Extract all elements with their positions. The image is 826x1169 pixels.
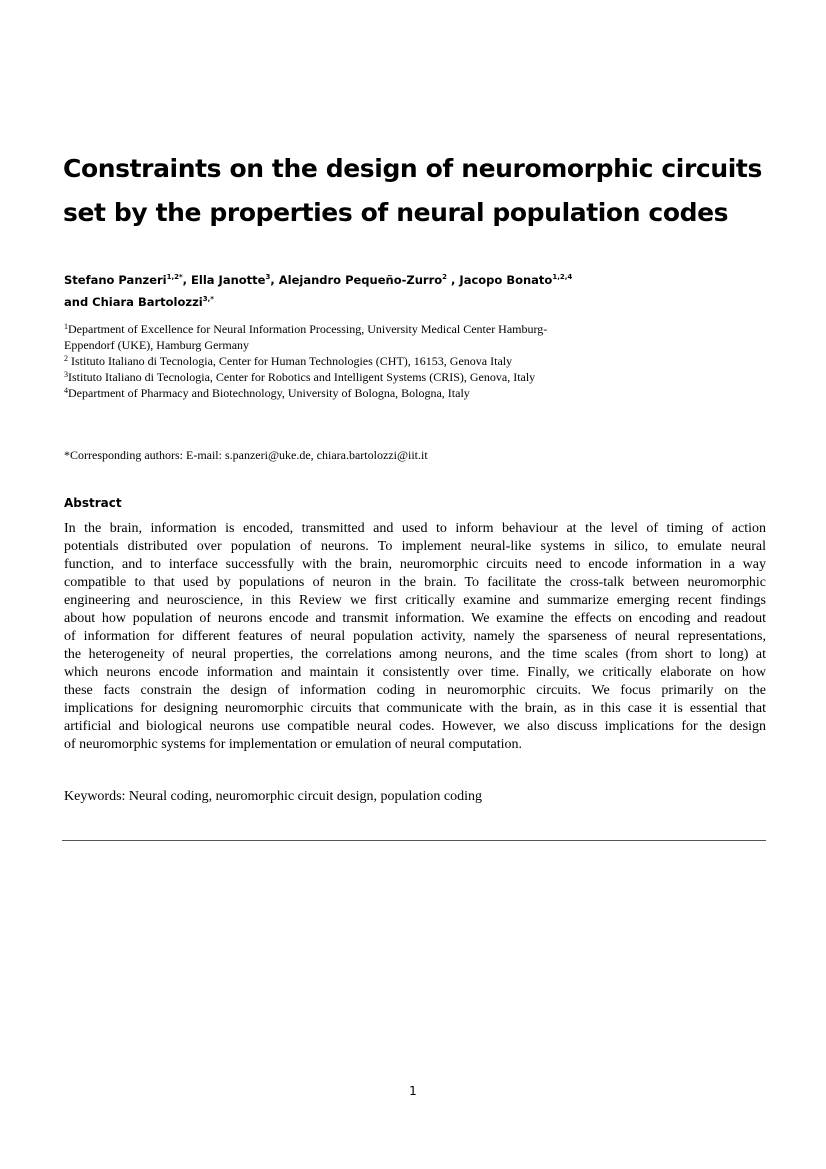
affiliation-text: Department of Pharmacy and Biotechnology, University of Bologna, Bologna, Italy <box>68 386 470 400</box>
author-affiliation-mark: 2 <box>442 273 448 281</box>
affiliation-text: Department of Excellence for Neural Information Processing, University Medical Center Hamburg- <box>68 322 548 336</box>
author-separator: , <box>447 273 460 287</box>
affiliation-line <box>64 337 624 353</box>
author-name: Jacopo Bonato <box>459 273 553 287</box>
abstract-line: these facts constrain the design of information coding in neuromorphic circuits. We focus primarily on the <box>64 683 766 698</box>
affiliation-number: 2 <box>64 354 68 363</box>
author-name: Ella Janotte <box>191 273 266 287</box>
affiliation-line <box>64 385 624 401</box>
affiliation-number: 1 <box>64 322 68 331</box>
author-affiliation-mark: 1,2,4 <box>552 273 573 281</box>
abstract-line: implications for designing neuromorphic circuits that communicate with the brain, as in this case it is essential that <box>64 701 766 716</box>
author-list <box>64 269 764 313</box>
abstract-line: about how population of neurons encode and transmit information. We examine the effects on encoding and readout <box>64 611 766 626</box>
abstract-line: of neuromorphic systems for implementation or emulation of neural computation. <box>64 737 523 752</box>
paper-title: Constraints on the design of neuromorphic circuits set by the properties of neural population codes <box>63 154 762 227</box>
abstract-line: artificial and biological neurons use compatible neural codes. However, we also discuss implications for the design <box>64 719 766 734</box>
abstract-line: function, and to interface successfully with the brain, neuromorphic circuits need to encode information in a way <box>64 557 766 572</box>
affiliation-number: 3 <box>64 370 68 379</box>
affiliation-text: Eppendorf (UKE), Hamburg Germany <box>64 338 250 352</box>
author-affiliation-mark: 1,2* <box>166 273 183 281</box>
author-affiliation-mark: 3,* <box>202 295 214 303</box>
corresponding-authors: *Corresponding authors: E-mail: s.panzeri@uke.de, chiara.bartolozzi@iit.it <box>64 448 428 462</box>
abstract-line: the heterogeneity of neural properties, the correlations among neurons, and the time scales (from short to long) at <box>64 647 766 662</box>
affiliation-number: 4 <box>64 386 68 395</box>
affiliation-list <box>64 321 624 401</box>
page-number: 1 <box>409 1084 417 1098</box>
abstract-line: compatible to that used by populations of neuron in the brain. To facilitate the cross-talk between neuromorphic <box>64 575 766 590</box>
author-separator: , <box>270 273 279 287</box>
author-separator: , <box>182 273 192 287</box>
abstract-line: engineering and neuroscience, in this Review we first critically examine and summarize emerging recent findings <box>64 593 766 608</box>
abstract-heading: Abstract <box>64 496 122 510</box>
author-name: Stefano Panzeri <box>64 273 167 287</box>
author-name: Alejandro Pequeño-Zurro <box>278 273 443 287</box>
affiliation-text: Istituto Italiano di Tecnologia, Center for Human Technologies (CHT), 16153, Genova Italy <box>68 354 513 368</box>
abstract-body <box>64 520 766 754</box>
affiliation-line <box>64 369 624 385</box>
abstract-line: of information for different features of neural population activity, namely the sparseness of neural representations, <box>64 629 766 644</box>
keywords: Keywords: Neural coding, neuromorphic circuit design, population coding <box>64 789 482 804</box>
affiliation-line <box>64 353 624 369</box>
author-affiliation-mark: 3 <box>265 273 271 281</box>
abstract-line: which neurons encode information and maintain it consistently over time. Finally, we critically elaborate on how <box>64 665 766 680</box>
section-divider <box>62 840 766 841</box>
author-name: and Chiara Bartolozzi <box>64 295 203 309</box>
abstract-line: In the brain, information is encoded, transmitted and used to inform behaviour at the level of timing of action <box>64 521 766 536</box>
affiliation-line <box>64 321 624 337</box>
affiliation-text: Istituto Italiano di Tecnologia, Center for Robotics and Intelligent Systems (CRIS), Genova, Italy <box>68 370 536 384</box>
abstract-line: potentials distributed over population of neurons. To implement neural-like systems in silico, to emulate neural <box>64 539 766 554</box>
